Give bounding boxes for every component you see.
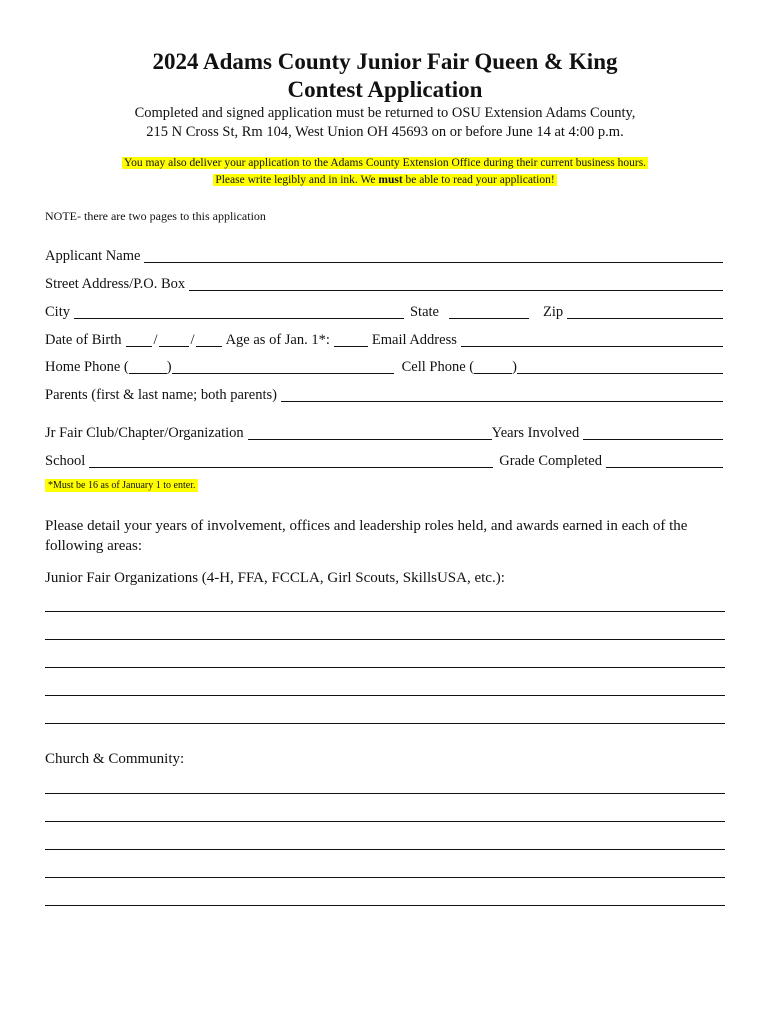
state-label: State bbox=[409, 304, 439, 320]
church-line-5[interactable] bbox=[45, 905, 725, 906]
parents-label: Parents (first & last name; both parents) bbox=[45, 387, 277, 403]
age-field[interactable] bbox=[334, 330, 368, 347]
dob-year-field[interactable] bbox=[196, 330, 222, 347]
legibility-bold: must bbox=[378, 174, 403, 186]
junior-fair-line-3[interactable] bbox=[45, 667, 725, 668]
city-label: City bbox=[45, 304, 70, 320]
email-label: Email Address bbox=[371, 332, 457, 348]
submission-address: 215 N Cross St, Rm 104, West Union OH 45693 on or before June 14 at 4:00 p.m. bbox=[146, 124, 624, 140]
junior-fair-line-1[interactable] bbox=[45, 611, 725, 612]
school-field[interactable] bbox=[89, 451, 493, 468]
email-field[interactable] bbox=[461, 330, 723, 347]
church-line-2[interactable] bbox=[45, 821, 725, 822]
state-field[interactable] bbox=[449, 302, 529, 319]
page-title: 2024 Adams County Junior Fair Queen & King bbox=[152, 49, 618, 74]
zip-label: Zip bbox=[542, 304, 564, 320]
junior-fair-line-4[interactable] bbox=[45, 695, 725, 696]
cell-phone-field[interactable] bbox=[517, 357, 723, 374]
home-phone-field[interactable] bbox=[172, 357, 394, 374]
zip-field[interactable] bbox=[567, 302, 723, 319]
home-phone-paren: ) bbox=[166, 359, 172, 375]
street-address-field[interactable] bbox=[189, 274, 723, 291]
dob-separator: / bbox=[153, 332, 158, 348]
years-involved-field[interactable] bbox=[583, 423, 723, 440]
cell-phone-label: Cell Phone ( bbox=[401, 359, 475, 375]
cell-phone-paren: ) bbox=[512, 359, 517, 375]
two-pages-note: NOTE- there are two pages to this application bbox=[45, 209, 266, 223]
page-title-line2: Contest Application bbox=[287, 77, 483, 102]
home-phone-label: Home Phone ( bbox=[45, 359, 129, 375]
delivery-note bbox=[0, 155, 770, 172]
dob-label: Date of Birth bbox=[45, 332, 122, 348]
dob-separator: / bbox=[190, 332, 195, 348]
legibility-pre: Please write legibly and in ink. We bbox=[215, 174, 379, 186]
legibility-note bbox=[0, 172, 770, 189]
applicant-name-field[interactable] bbox=[144, 246, 723, 263]
grade-field[interactable] bbox=[606, 451, 723, 468]
grade-label: Grade Completed bbox=[499, 453, 602, 469]
school-grade-row bbox=[45, 450, 725, 470]
dob-day-field[interactable] bbox=[159, 330, 189, 347]
dob-month-field[interactable] bbox=[126, 330, 152, 347]
junior-fair-section-label: Junior Fair Organizations (4-H, FFA, FCCLA, Girl Scouts, SkillsUSA, etc.): bbox=[45, 570, 505, 586]
years-involved-label: Years Involved bbox=[491, 425, 580, 441]
church-community-section-label: Church & Community: bbox=[45, 751, 185, 767]
city-state-zip-row bbox=[45, 301, 725, 321]
parents-row bbox=[45, 384, 725, 404]
club-field[interactable] bbox=[248, 423, 492, 440]
age-requirement-note: *Must be 16 as of January 1 to enter. bbox=[45, 479, 198, 492]
junior-fair-line-2[interactable] bbox=[45, 639, 725, 640]
school-label: School bbox=[45, 453, 86, 469]
applicant-name-row bbox=[45, 245, 725, 265]
church-line-4[interactable] bbox=[45, 877, 725, 878]
dob-age-email-row bbox=[45, 329, 725, 349]
street-address-row bbox=[45, 273, 725, 293]
cell-phone-area-field[interactable] bbox=[474, 357, 512, 374]
applicant-name-label: Applicant Name bbox=[45, 248, 141, 264]
age-label: Age as of Jan. 1*: bbox=[225, 332, 330, 348]
church-line-3[interactable] bbox=[45, 849, 725, 850]
church-line-1[interactable] bbox=[45, 793, 725, 794]
submission-instructions: Completed and signed application must be returned to OSU Extension Adams County, bbox=[134, 105, 636, 121]
delivery-note-text: You may also deliver your application to the Adams County Extension Office during their current business hours. bbox=[123, 157, 647, 169]
involvement-instructions: Please detail your years of involvement, offices and leadership roles held, and awards earned in each of the following areas: bbox=[45, 518, 688, 554]
street-address-label: Street Address/P.O. Box bbox=[45, 276, 186, 292]
legibility-post: be able to read your application! bbox=[402, 174, 555, 186]
phone-row bbox=[45, 356, 725, 376]
club-label: Jr Fair Club/Chapter/Organization bbox=[45, 425, 244, 441]
home-phone-area-field[interactable] bbox=[129, 357, 167, 374]
legibility-note-text bbox=[213, 174, 556, 186]
junior-fair-line-5[interactable] bbox=[45, 723, 725, 724]
city-field[interactable] bbox=[74, 302, 404, 319]
club-years-row bbox=[45, 422, 725, 442]
parents-field[interactable] bbox=[281, 385, 723, 402]
